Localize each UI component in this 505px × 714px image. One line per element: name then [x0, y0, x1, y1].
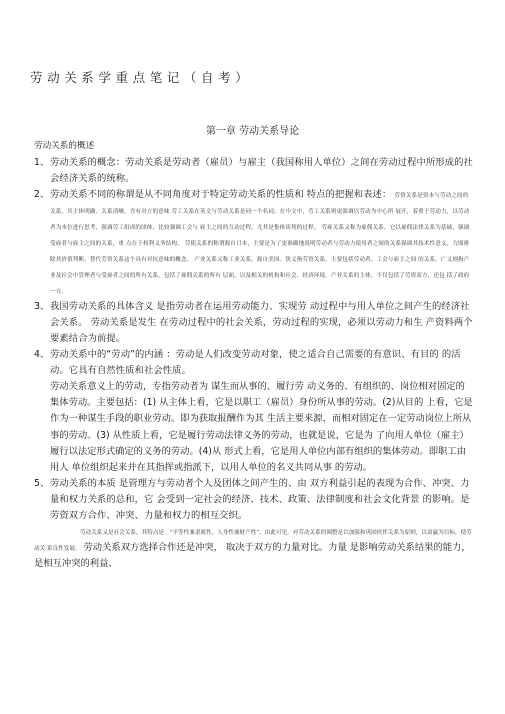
- item-text: 劳动关系的本质 是管理方与劳动者个人及团体之间产生的、由 双方利益引起的表现为合作、冲突、力量和权力关系的总和，它 会受到一定社会的经济、技术、政策、法律制度和社会文化背景 的影响。是劳资双方合作、冲突、力量和权力的相互交织。: [50, 478, 470, 522]
- list-item-1: [34, 155, 474, 187]
- document-title: 劳动关系学重点笔记（自考）: [30, 70, 253, 85]
- list-item-4: [34, 347, 474, 379]
- section-heading: 劳动关系的概述: [34, 141, 95, 151]
- list-item-5: [34, 476, 474, 524]
- item-number: 3、: [34, 301, 50, 312]
- item-number: 5、: [34, 478, 50, 490]
- item-number: 4、: [34, 349, 50, 360]
- chapter-heading: 第一章 劳动关系导论: [205, 126, 300, 137]
- list-item-2: [34, 187, 474, 299]
- item-detail-text: 劳资关系是资本与劳动之间的关系，其主体明确、关系清晰，含有对立的意味 劳工关系在英文与劳动关系是同一个名词。在中文中，劳工关系则更强调以劳动为中心所 展开，着重于劳动力，以劳动者为本位进行思考，强调劳工组成的团体，比较强调工会与 雇主之间的互动过程，尤其是集体谈判的过程。 劳雇关系又称为雇佣关系，它以雇佣法律关系为基础，强调受雇者与雇主之间的关系，重 点在于权利义务结构。 劳使关系的称谓源自日本，主要是为了更准确地说明劳动者与劳动力使用者之间的关系强调其技术性意义，力图排除其价值判断，替代劳资关系这个具有对抗意味的概念。 产业关系又称工业关系，源自美国。狭义指劳资关系，主要包括劳动者、工会与雇主之间 的关系。广义则指产业及社会中管理者与受雇者之间的所有关系，包括了雇佣关系的所有 层面，以及相关的机构和社会、经济环境。产业关系的主体，不仅包括了劳资双方，还包 括了政府一方。: [50, 193, 470, 295]
- item-number: 1、: [34, 157, 50, 168]
- item-lead-text: 劳动关系不同的称谓是从不同角度对于特定劳动关系的性质和 特点的把握和表述：: [50, 189, 392, 200]
- item-text: 劳动关系中的“劳动”的内涵 ：劳动是人们改变劳动对象，使之适合自己需要的有意识、有目的 的活动。它具有自然性质和社会性质。: [50, 349, 461, 376]
- document-body: [34, 139, 474, 572]
- tail-text-1: 劳动关系双方选择合作还是冲突，: [83, 542, 223, 554]
- tail-text-2: 取决于双方的力量对比。力量 是影响劳动关系结果的能力，是相互冲突的利益、: [34, 542, 471, 570]
- paragraph-labor-meaning: 劳动关系意义上的劳动，专指劳动者为 谋生而从事的、履行劳 动义务的、有组织的、岗位相对固定的集体劳动。主要包括：(1) 从主体上看，它是以职工（雇员）身份所从事的劳动。(2)从目的 上看，它是作为一种谋生手段的职业劳动。即为获取报酬作为其 生活主要来源，而相对固定在一定劳动岗位上所从事的劳动。(3) 从性质上看，它是履行劳动法律义务的劳动，也就是说，它是为 了向用人单位（雇主）履行以法定形式确定的义务的劳动。(4)从 形式上看，它是用人单位内部有组织的集体劳动。即职工由用人 单位组织起来并在其指挥或指派下，以用人单位的名义共同从事 的劳动。: [50, 381, 473, 474]
- item-number: 2、: [34, 189, 50, 200]
- paragraph-tail: [34, 524, 474, 572]
- list-item-3: [34, 299, 474, 347]
- tail-small-text: 劳动关系又是社会关系，其特点是：“平等性兼隶属性，人身性兼财产性”，由此可见，对劳动关系的调整是以加强和巩固伙伴关系为原则，以双赢为目标，使劳动关 系良性发展。: [34, 530, 472, 553]
- item-text: 我国劳动关系的具体含义 是指劳动者在运用劳动能力、实现劳 动过程中与用人单位之间产生的经济社会关系。 劳动关系是发生 在劳动过程中的社会关系，劳动过程的实现，必须以劳动力和生 产资料两个要素结合为前提。: [50, 301, 473, 344]
- item-text: 劳动关系的概念：劳动关系是劳动者（雇员）与雇主（我国称用人单位）之间在劳动过程中所形成的社会经济关系的统称。: [50, 157, 473, 184]
